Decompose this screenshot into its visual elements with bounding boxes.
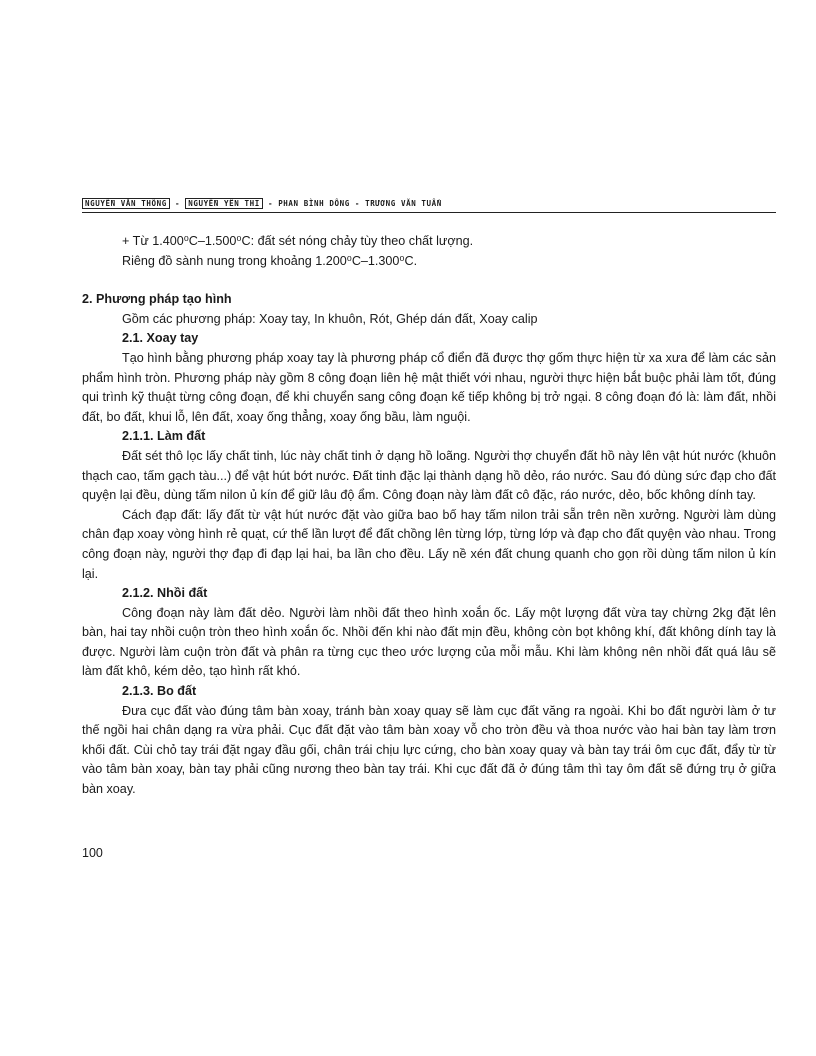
header-authors [82, 198, 442, 210]
section-2-1-1-paragraph-1: Đất sét thô lọc lấy chất tinh, lúc này chất tinh ở dạng hồ loãng. Người thợ chuyển đất hồ này lên vật hút nước (khuôn thạch cao, tấm gạch tàu...) để vật hút bớt nước. Đất tinh đặc lại thành dạng hồ dẻo, ráo nước. Sau đó dùng sức đạp cho đất quyện lại đều, dùng tấm nilon ủ kín để giữ lâu độ ẩm. Công đoạn này làm đất cô đặc, ráo nước, dẻo, bốc không dính tay. [82, 448, 776, 503]
header-separator: - [169, 199, 186, 208]
temp-line-1: + Từ 1.400⁰C–1.500⁰C: đất sét nóng chảy tùy theo chất lượng. [122, 234, 474, 248]
page-number: 100 [82, 846, 103, 860]
section-2-1-heading: 2.1. Xoay tay [122, 331, 199, 346]
section-2-1-paragraph: Tạo hình bằng phương pháp xoay tay là phương pháp cổ điển đã được thợ gốm thực hiện từ xa xưa để làm các sản phẩm hình tròn. Phương pháp này gồm 8 công đoạn liên hệ mật thiết với nhau, người thực hiện bắt buộc phải làm tốt, đúng qui trình kỹ thuật từng công đoạn, để khi chuyển sang công đoạn kế tiếp không bị trở ngại. 8 công đoạn đó là: làm đất, nhồi đất, bo đất, khui lỗ, lên đất, xoay ống thẳng, xoay ống bầu, làm nguội. [82, 350, 776, 424]
header-other-authors: - PHAN BÌNH DÔNG - TRƯƠNG VĂN TUẤN [262, 199, 442, 208]
temp-line-2: Riêng đồ sành nung trong khoảng 1.200⁰C–1.300⁰C. [122, 253, 418, 268]
section-2-1-1-heading: 2.1.1. Làm đất [122, 429, 206, 444]
section-2-1-3-paragraph: Đưa cục đất vào đúng tâm bàn xoay, tránh bàn xoay quay sẽ làm cục đất văng ra ngoài. Khi bo đất người làm ở tư thế ngồi hai chân dạng ra vừa phải. Cục đất đặt vào tâm bàn xoay vỗ cho tròn đều và thoa nước vào hai bàn tay làm trơn khối đất. Cùi chỏ tay trái đặt ngay đầu gối, chân trái chịu lực cứng, cho bàn xoay quay và bàn tay trái ôm cục đất, đẩy từ từ vào tâm bàn xoay, bàn tay phải cũng nương theo bàn tay trái. Khi cục đất đã ở đúng tâm thì tay ôm đất sẽ đứng trụ ở giữa bàn xoay. [82, 703, 776, 797]
header-author-1: NGUYỄN VĂN THÔNG [82, 198, 170, 209]
section-2-1-2-paragraph: Công đoạn này làm đất dẻo. Người làm nhồi đất theo hình xoắn ốc. Lấy một lượng đất vừa tay chừng 2kg đặt lên bàn, hai tay nhồi cuộn tròn theo hình xoắn ốc. Nhồi đến khi nào đất mịn đều, không còn bọt không khí, đất không dính tay là được. Người làm cuộn tròn đất và phân ra từng cục theo ước lượng của mỗi mẫu. Khi làm không nên nhồi đất quá lâu sẽ làm đất khô, kém dẻo, tạo hình rất khó. [82, 605, 776, 679]
section-2-1-2-heading: 2.1.2. Nhồi đất [122, 586, 208, 601]
section-2-1-3-heading: 2.1.3. Bo đất [122, 684, 197, 699]
section-2-intro: Gồm các phương pháp: Xoay tay, In khuôn, Rót, Ghép dán đất, Xoay calip [122, 311, 538, 326]
spacer [82, 271, 776, 290]
section-2-heading: 2. Phương pháp tạo hình [82, 292, 232, 307]
running-header [82, 198, 776, 213]
header-author-2: NGUYỄN YÊN THI [185, 198, 263, 209]
page-body [82, 232, 776, 800]
section-2-1-1-paragraph-2: Cách đạp đất: lấy đất từ vật hút nước đặt vào giữa bao bố hay tấm nilon trải sẵn trên nền xưởng. Người làm dùng chân đạp xoay vòng hình rẻ quạt, cứ thế lần lượt để đất chồng lên từng lớp, từng lớp và đạp cho đất quyện vào nhau. Trong công đoạn này, người thợ đạp đi đạp lại hai, ba lần cho đều. Lấy nề xén đất chung quanh cho gọn rồi dùng tấm nilon ủ kín lại. [82, 507, 776, 581]
